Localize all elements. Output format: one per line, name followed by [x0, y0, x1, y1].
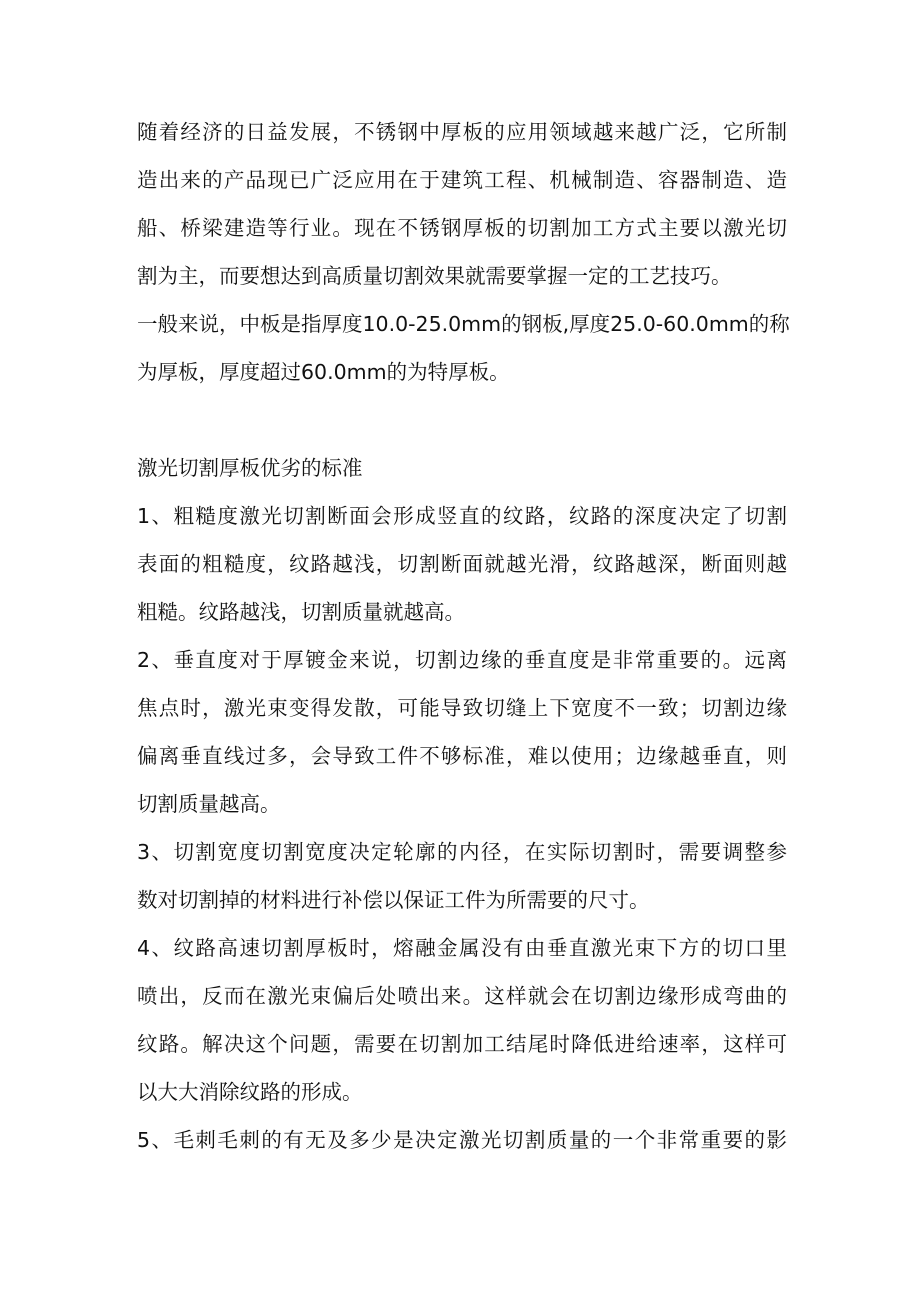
paragraph-line: 偏离垂直线过多，会导致工件不够标准，难以使用；边缘越垂直，则	[137, 744, 787, 768]
paragraph-line: 喷出，反而在激光束偏后处喷出来。这样就会在切割边缘形成弯曲的	[137, 984, 787, 1008]
paragraph-line: 船、桥梁建造等行业。现在不锈钢厚板的切割加工方式主要以激光切	[137, 216, 787, 240]
criteria-item-striations	[137, 924, 787, 1116]
paragraph-line: 割为主，而要想达到高质量切割效果就需要掌握一定的工艺技巧。	[137, 264, 732, 288]
document-body	[137, 108, 790, 1164]
blank-line	[137, 396, 787, 444]
intro-paragraph	[137, 108, 787, 300]
criteria-item-perpendicularity	[137, 636, 787, 828]
paragraph-line: 5、毛刺毛刺的有无及多少是决定激光切割质量的一个非常重要的影	[137, 1128, 787, 1152]
paragraph-line: 数对切割掉的材料进行补偿以保证工件为所需要的尺寸。	[137, 888, 650, 912]
section-title: 激光切割厚板优劣的标准	[137, 456, 363, 480]
paragraph-line: 切割质量越高。	[137, 792, 281, 816]
paragraph-line: 纹路。解决这个问题，需要在切割加工结尾时降低进给速率，这样可	[137, 1032, 787, 1056]
criteria-item-roughness	[137, 492, 787, 636]
paragraph-line: 1、粗糙度激光切割断面会形成竖直的纹路，纹路的深度决定了切割	[137, 504, 787, 528]
paragraph-line: 随着经济的日益发展，不锈钢中厚板的应用领域越来越广泛，它所制	[137, 120, 787, 144]
paragraph-line: 4、纹路高速切割厚板时，熔融金属没有由垂直激光束下方的切口里	[137, 936, 787, 960]
paragraph-line: 造出来的产品现已广泛应用在于建筑工程、机械制造、容器制造、造	[137, 168, 787, 192]
paragraph-line: 为厚板，厚度超过60.0mm的为特厚板。	[137, 360, 510, 384]
paragraph-line: 一般来说，中板是指厚度10.0-25.0mm的钢板,厚度25.0-60.0mm的称	[137, 312, 790, 336]
paragraph-line: 2、垂直度对于厚镀金来说，切割边缘的垂直度是非常重要的。远离	[137, 648, 787, 672]
paragraph-line: 3、切割宽度切割宽度决定轮廓的内径，在实际切割时，需要调整参	[137, 840, 787, 864]
paragraph-line: 焦点时，激光束变得发散，可能导致切缝上下宽度不一致；切割边缘	[137, 696, 787, 720]
criteria-item-burrs	[137, 1116, 787, 1164]
definition-paragraph	[137, 300, 790, 396]
criteria-item-cut-width	[137, 828, 787, 924]
paragraph-line: 粗糙。纹路越浅，切割质量就越高。	[137, 600, 465, 624]
paragraph-line: 以大大消除纹路的形成。	[137, 1080, 363, 1104]
paragraph-line: 表面的粗糙度，纹路越浅，切割断面就越光滑，纹路越深，断面则越	[137, 552, 787, 576]
